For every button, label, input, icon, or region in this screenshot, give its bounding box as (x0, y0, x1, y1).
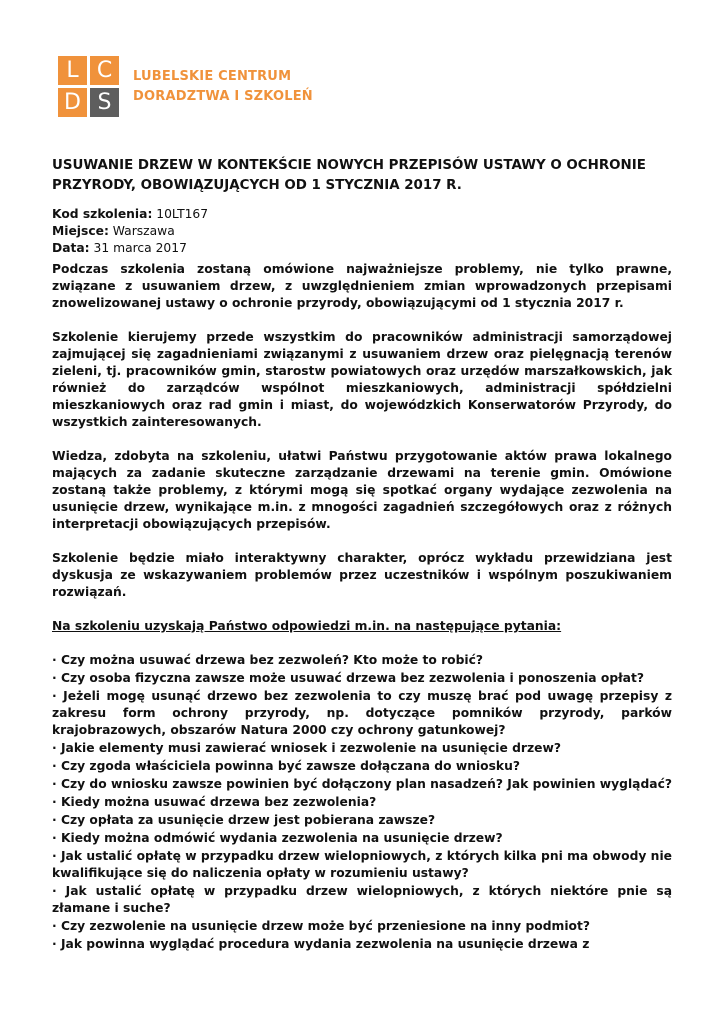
logo-tile-l: L (58, 56, 87, 85)
question-item: · Czy osoba fizyczna zawsze może usuwać drzewa bez zezwolenia i ponoszenia opłat? (52, 671, 644, 685)
logo-mark (58, 56, 119, 117)
question-item: · Jeżeli mogę usunąć drzewo bez zezwolenia to czy muszę brać pod uwagę przepisy z zakresu form ochrony przyrody, np. dotyczące pomników przyrody, parków krajobrazowych, obszarów Natura 2000 czy ochrony gatunkowej? (52, 689, 672, 737)
training-date-label: Data: (52, 241, 90, 255)
training-date-value: 31 marca 2017 (93, 241, 187, 255)
question-item: · Jakie elementy musi zawierać wniosek i zezwolenie na usunięcie drzew? (52, 741, 561, 755)
training-place (52, 223, 208, 240)
logo-tile-c: C (90, 56, 119, 85)
logo-line-1: LUBELSKIE CENTRUM (133, 68, 292, 84)
question-item: · Czy opłata za usunięcie drzew jest pobierana zawsze? (52, 813, 436, 827)
paragraph-format: Szkolenie będzie miało interaktywny charakter, oprócz wykładu przewidziana jest dyskusja ze wskazywaniem problemów przez uczestników i wspólnym poszukiwaniem rozwiązań. (52, 551, 672, 599)
questions-list (52, 652, 672, 953)
lcds-logo (58, 56, 313, 117)
document-body (52, 261, 672, 954)
paragraph-intro: Podczas szkolenia zostaną omówione najważniejsze problemy, nie tylko prawne, związane z usuwaniem drzew, z uwzględnieniem zmian wprowadzonych przepisami znowelizowanej ustawy o ochronie przyrody, obowiązującymi od 1 stycznia 2017 r. (52, 262, 672, 310)
question-item: · Jak ustalić opłatę w przypadku drzew wielopniowych, z których kilka pni ma obwody nie kwalifikujące się do naliczenia opłaty w rozumieniu ustawy? (52, 849, 672, 880)
paragraph-benefits: Wiedza, zdobyta na szkoleniu, ułatwi Państwu przygotowanie aktów prawa lokalnego mających za zadanie skuteczne zarządzanie drzewami na terenie gmin. Omówione zostaną także problemy, z którymi mogą się spotkać organy wydające zezwolenia na usunięcie drzew, wynikające m.in. z mnogości zagadnień szczegółowych oraz z różnych interpretacji obowiązujących przepisów. (52, 449, 672, 531)
document-title: USUWANIE DRZEW W KONTEKŚCIE NOWYCH PRZEPISÓW USTAWY O OCHRONIE PRZYRODY, OBOWIĄZUJĄCYCH OD 1 STYCZNIA 2017 R. (52, 158, 646, 193)
questions-heading: Na szkoleniu uzyskają Państwo odpowiedzi m.in. na następujące pytania: (52, 619, 562, 633)
logo-tile-d: D (58, 88, 87, 117)
question-item: · Czy zgoda właściciela powinna być zawsze dołączana do wniosku? (52, 759, 521, 773)
paragraph-audience: Szkolenie kierujemy przede wszystkim do pracowników administracji samorządowej zajmującej się zagadnieniami związanymi z usuwaniem drzew oraz pielęgnacją terenów zieleni, tj. pracowników gmin, starostw powiatowych oraz urzędów marszałkowskich, jak również do zarządców wspólnot mieszkaniowych, administracji spółdzielni mieszkaniowych oraz rad gmin i miast, do wojewódzkich Konserwatorów Przyrody, do wszystkich zainteresowanych. (52, 330, 672, 429)
logo-line-2: DORADZTWA I SZKOLEŃ (133, 88, 313, 104)
question-item: · Kiedy można usuwać drzewa bez zezwolenia? (52, 795, 377, 809)
question-item: · Jak powinna wyglądać procedura wydania zezwolenia na usunięcie drzewa z (52, 937, 590, 951)
training-place-label: Miejsce: (52, 224, 109, 238)
logo-wordmark (133, 67, 313, 107)
training-details (52, 206, 208, 257)
question-item: · Czy do wniosku zawsze powinien być dołączony plan nasadzeń? Jak powinien wyglądać? (52, 777, 673, 791)
training-code (52, 206, 208, 223)
question-item: · Czy zezwolenie na usunięcie drzew może być przeniesione na inny podmiot? (52, 919, 590, 933)
training-code-label: Kod szkolenia: (52, 207, 153, 221)
logo-tile-s: S (90, 88, 119, 117)
question-item: · Kiedy można odmówić wydania zezwolenia na usunięcie drzew? (52, 831, 503, 845)
training-code-value: 10LT167 (156, 207, 209, 221)
training-place-value: Warszawa (112, 224, 175, 238)
question-item: · Jak ustalić opłatę w przypadku drzew wielopniowych, z których niektóre pnie są złamane i suche? (52, 884, 672, 915)
question-item: · Czy można usuwać drzewa bez zezwoleń? Kto może to robić? (52, 653, 484, 667)
training-date (52, 240, 208, 257)
